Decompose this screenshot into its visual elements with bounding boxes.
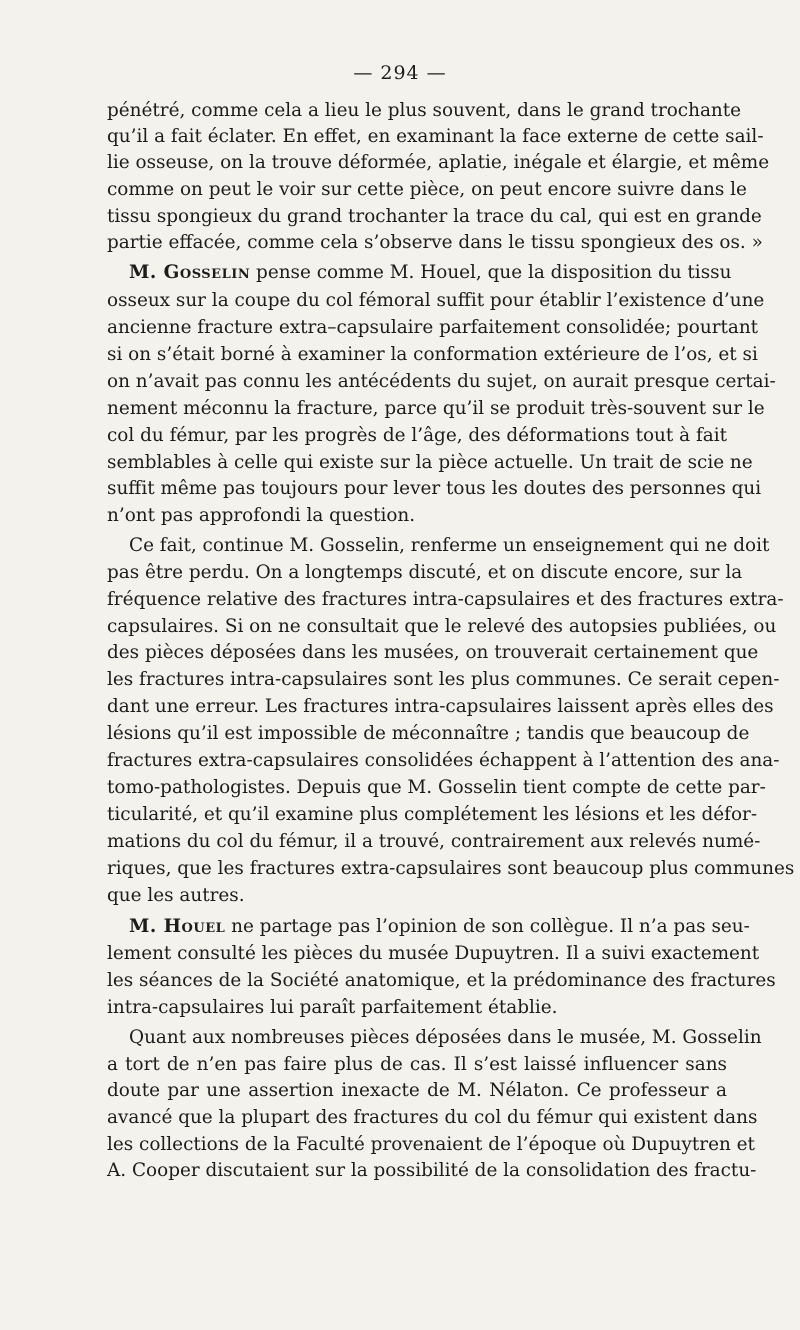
line-text: mations du col du fémur, il a trouvé, contrairement aux relevés numé-	[107, 831, 761, 852]
text-line	[107, 1105, 758, 1131]
line-text: comme on peut le voir sur cette pièce, on peut encore suivre dans le	[107, 179, 747, 200]
text-line	[107, 177, 747, 203]
text-line	[107, 802, 758, 828]
line-text: pas être perdu. On a longtemps discuté, et on discute encore, sur la	[107, 562, 743, 583]
line-text: a tort de n’en pas faire plus de cas. Il s’est laissé influencer sans	[107, 1054, 727, 1075]
line-text: les fractures intra-capsulaires sont les plus communes. Ce serait cepen-	[107, 669, 780, 690]
text-line	[107, 150, 770, 176]
line-text: suffit même pas toujours pour lever tous les doutes des personnes qui	[107, 478, 762, 499]
text-line	[107, 694, 774, 720]
line-text: doute par une assertion inexacte de M. Nélaton. Ce professeur a	[107, 1080, 727, 1101]
text-line	[107, 98, 742, 124]
line-text: lement consulté les pièces du musée Dupuytren. Il a suivi exactement	[107, 943, 760, 964]
line-text: partie effacée, comme cela s’observe dans le tissu spongieux des os. »	[107, 232, 763, 253]
line-text: n’ont pas approfondi la question.	[107, 505, 416, 526]
line-text: lie osseuse, on la trouve déformée, aplatie, inégale et élargie, et même	[107, 152, 770, 173]
line-text: lésions qu’il est impossible de méconnaître ; tandis que beaucoup de	[107, 723, 750, 744]
page-number: — 294 —	[353, 62, 447, 84]
text-line	[107, 1158, 757, 1184]
line-text: tissu spongieux du grand trochanter la trace du cal, qui est en grande	[107, 206, 762, 227]
text-line	[107, 1132, 755, 1158]
line-text: on n’avait pas connu les antécédents du sujet, on aurait presque certai-	[107, 371, 776, 392]
line-text: pénétré, comme cela a lieu le plus souvent, dans le grand trochante	[107, 100, 742, 121]
text-line	[107, 315, 759, 341]
text-line	[107, 560, 743, 586]
line-text: fractures extra-capsulaires consolidées échappent à l’attention des ana-	[107, 750, 780, 771]
line-text: qu’il a fait éclater. En effet, en examinant la face externe de cette sail-	[107, 126, 764, 147]
text-line	[107, 396, 765, 422]
line-text: des pièces déposées dans les musées, on trouverait certainement que	[107, 642, 759, 663]
line-text: riques, que les fractures extra-capsulaires sont beaucoup plus communes	[107, 858, 795, 879]
text-line	[129, 914, 750, 940]
text-line	[107, 476, 762, 502]
line-text: si on s’était borné à examiner la conformation extérieure de l’os, et si	[107, 344, 758, 365]
line-text: dant une erreur. Les fractures intra-capsulaires laissent après elles des	[107, 696, 774, 717]
text-line	[107, 124, 764, 150]
text-line	[129, 533, 770, 559]
line-text: fréquence relative des fractures intra-capsulaires et des fractures extra-	[107, 589, 784, 610]
text-line	[107, 1052, 727, 1078]
text-line	[107, 968, 776, 994]
text-line	[107, 1078, 727, 1104]
text-line	[107, 230, 763, 256]
text-line	[107, 748, 780, 774]
text-line	[107, 667, 780, 693]
line-text: nement méconnu la fracture, parce qu’il se produit très-souvent sur le	[107, 398, 765, 419]
line-text: les collections de la Faculté provenaient de l’époque où Dupuytren et	[107, 1134, 755, 1155]
text-line	[107, 995, 727, 1021]
text-line	[107, 587, 784, 613]
line-text: ancienne fracture extra–capsulaire parfaitement consolidée; pourtant	[107, 317, 759, 338]
line-text: que les autres.	[107, 885, 245, 906]
text-line	[107, 288, 765, 314]
text-line	[129, 260, 732, 286]
line-text: A. Cooper discutaient sur la possibilité de la consolidation des fractu-	[107, 1160, 757, 1181]
text-line	[107, 369, 776, 395]
speaker-name: M. Gosselin	[129, 262, 251, 283]
line-text: les séances de la Société anatomique, et la prédominance des fractures	[107, 970, 776, 991]
line-text: ne partage pas l’opinion de son collègue. Il n’a pas seu-	[225, 916, 750, 937]
text-line	[107, 883, 727, 909]
line-text: Ce fait, continue M. Gosselin, renferme un enseignement qui ne doit	[129, 535, 770, 556]
line-text: intra-capsulaires lui paraît parfaitement établie.	[107, 997, 558, 1018]
text-line	[107, 721, 750, 747]
speaker-name: M. Houel	[129, 916, 226, 937]
text-line	[107, 640, 759, 666]
text-line	[107, 614, 777, 640]
text-line	[107, 342, 758, 368]
line-text: tomo-pathologistes. Depuis que M. Gosselin tient compte de cette par-	[107, 777, 766, 798]
line-text: avancé que la plupart des fractures du col du fémur qui existent dans	[107, 1107, 758, 1128]
line-text: col du fémur, par les progrès de l’âge, des déformations tout à fait	[107, 425, 727, 446]
text-line	[107, 941, 760, 967]
line-text: semblables à celle qui existe sur la pièce actuelle. Un trait de scie ne	[107, 452, 753, 473]
line-text: Quant aux nombreuses pièces déposées dans le musée, M. Gosselin	[129, 1027, 762, 1048]
text-line	[107, 423, 727, 449]
text-line	[107, 503, 727, 529]
text-line	[107, 775, 766, 801]
line-text: ticularité, et qu’il examine plus complétement les lésions et les défor-	[107, 804, 758, 825]
line-text: pense comme M. Houel, que la disposition du tissu	[250, 262, 732, 283]
line-text: capsulaires. Si on ne consultait que le relevé des autopsies publiées, ou	[107, 616, 777, 637]
text-line	[107, 204, 762, 230]
text-line	[107, 450, 753, 476]
text-line	[107, 856, 795, 882]
text-line	[107, 829, 761, 855]
text-line	[129, 1025, 762, 1051]
line-text: osseux sur la coupe du col fémoral suffit pour établir l’existence d’une	[107, 290, 765, 311]
